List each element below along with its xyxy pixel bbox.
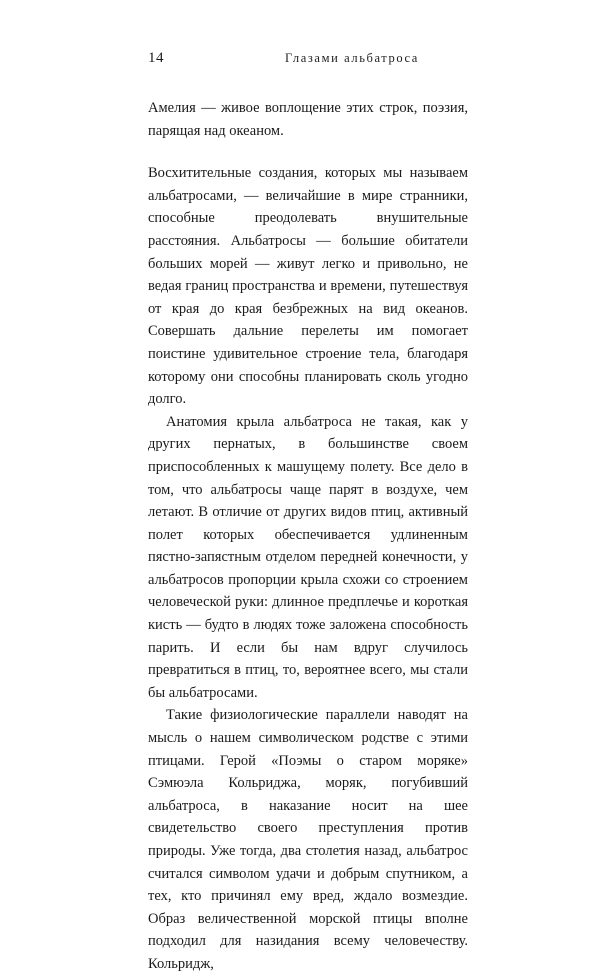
paragraph: Анатомия крыла альбатроса не такая, как у других пернатых, в большинстве своем приспособленных к машущему полету. Все дело в том, что альбатросы чаще парят в воздухе, чем летают. В отличие от других видов птиц, активный полет которых обеспечивается удлиненным пястно-запястным отделом передней конечности, у альбатросов пропорции крыла схожи со строением человеческой руки: длинное предплечье и короткая кисть — будто в людях тоже заложена способность парить. И если бы нам вдруг случилось превратиться в птиц, то, вероятнее всего, мы стали бы альбатросами. xyxy=(148,413,468,701)
body-text xyxy=(148,97,468,976)
page-number: 14 xyxy=(148,50,164,66)
paragraph: Такие физиологические параллели наводят на мысль о нашем символическом родстве с этими птицами. Герой «Поэмы о старом моряке» Сэмюэла Кольриджа, моряк, погубивший альбатроса, в наказание носит на шее свидетельство своего преступления против природы. Уже тогда, два столетия назад, альбатрос считался символом удачи и добрым спутником, а тех, кто причинял ему вред, ждало возмездие. Образ величественной морской птицы вполне подходил для назидания всему человечеству. Кольридж, xyxy=(148,707,468,972)
paragraph-spacer xyxy=(148,142,468,162)
paragraph: Амелия — живое воплощение этих строк, поэзия, парящая над океаном. xyxy=(148,100,468,139)
running-title: Глазами альбатроса xyxy=(285,51,419,65)
paragraph: Восхитительные создания, которых мы называем альбатросами, — величайшие в мире странники, способные преодолевать внушительные расстояния. Альбатросы — большие обитатели больших морей — живут легко и привольно, не ведая границ пространства и времени, путешествуя от края до края безбрежных на вид океанов. Совершать дальние перелеты им помогает поистине удивительное строение тела, благодаря которому они способны планировать сколь угодно долго. xyxy=(148,165,468,408)
page-header xyxy=(148,50,466,70)
